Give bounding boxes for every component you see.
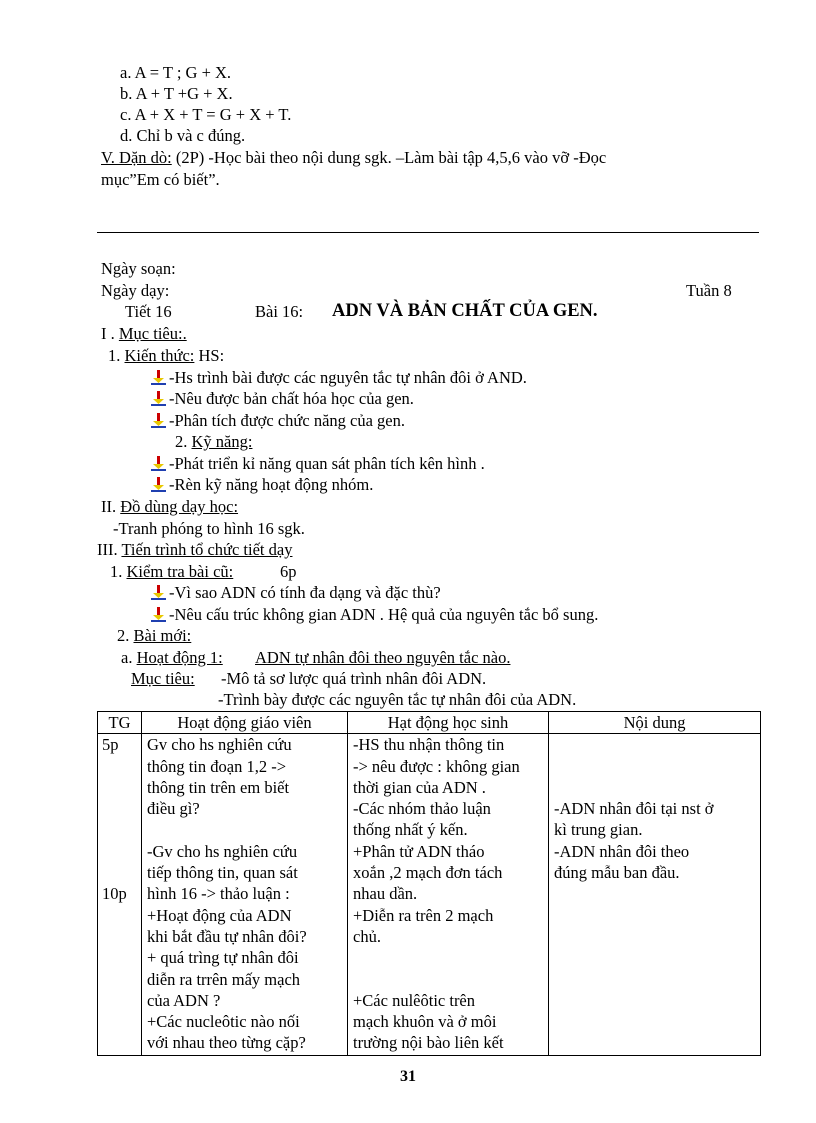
- check-item: [151, 583, 441, 604]
- tg-line: [102, 841, 136, 862]
- knowledge-tail: HS:: [194, 346, 225, 365]
- section-1-title: Mục tiêu:.: [118, 324, 187, 343]
- activity-heading: [121, 648, 223, 669]
- teacher-line: tiếp thông tin, quan sát: [147, 863, 298, 883]
- check-item-text: -Vì sao ADN có tính đa dạng và đặc thù?: [169, 583, 441, 602]
- page-number: 31: [400, 1068, 416, 1085]
- check-item-text: -Nêu cấu trúc không gian ADN . Hệ quả của nguyên tắc bổ sung.: [169, 605, 599, 624]
- header-tg: TG: [98, 712, 142, 734]
- header-teacher: Hoạt động giáo viên: [142, 712, 348, 734]
- skill-number: 2.: [175, 432, 192, 451]
- equipment-item: -Tranh phóng to hình 16 sgk.: [113, 519, 305, 538]
- option-a: a. A = T ; G + X.: [120, 63, 232, 82]
- student-line: [353, 969, 543, 990]
- lesson-number: Bài 16:: [255, 302, 304, 321]
- content-cell: [549, 734, 761, 1056]
- teacher-cell: [142, 734, 348, 1056]
- knowledge-heading: [108, 346, 224, 367]
- student-line: trường nội bào liên kết: [353, 1033, 504, 1053]
- student-line: thống nhất ý kến.: [353, 820, 468, 840]
- tg-line: [102, 819, 136, 840]
- skill-heading: [175, 432, 252, 453]
- ngay-day: Ngày dạy:: [101, 281, 170, 300]
- section-1-number: I .: [101, 324, 119, 343]
- activity-number: a.: [121, 648, 137, 667]
- content-line: [554, 777, 755, 798]
- header-student: Hạt động học sinh: [348, 712, 549, 734]
- knowledge-item: [151, 411, 405, 432]
- skill-item: [151, 454, 485, 475]
- lesson-table: [97, 711, 761, 1056]
- week-label: Tuần 8: [686, 281, 732, 300]
- content-line: -ADN nhân đôi theo: [554, 841, 690, 861]
- new-lesson-title: Bài mới:: [133, 626, 192, 645]
- knowledge-item: [151, 389, 414, 410]
- check-number: 1.: [110, 562, 127, 581]
- teacher-line: thông tin đoạn 1,2 ->: [147, 756, 287, 776]
- activity-title: ADN tự nhân đôi theo nguyên tắc nào.: [255, 648, 511, 667]
- arrow-bullet-icon: [151, 391, 166, 406]
- skill-item: [151, 475, 373, 496]
- teacher-line: + quá trìng tự nhân đôi: [147, 948, 299, 968]
- student-line: thời gian của ADN .: [353, 777, 486, 797]
- knowledge-title: Kiến thức:: [124, 346, 195, 365]
- goal-2: -Trình bày được các nguyên tắc tự nhân đôi của ADN.: [218, 690, 577, 709]
- arrow-bullet-icon: [151, 456, 166, 471]
- student-line: -Các nhóm thảo luận: [353, 799, 491, 819]
- goal-1: -Mô tả sơ lược quá trình nhân đôi ADN.: [221, 669, 487, 688]
- arrow-bullet-icon: [151, 477, 166, 492]
- knowledge-item-text: -Phân tích được chức năng của gen.: [169, 411, 405, 430]
- option-d: d. Chỉ b và c đúng.: [120, 126, 246, 145]
- table-row: [98, 734, 761, 1056]
- tg-line: [102, 862, 136, 883]
- skill-title: Kỹ năng:: [191, 432, 253, 451]
- arrow-bullet-icon: [151, 370, 166, 385]
- lesson-title: ADN VÀ BẢN CHẤT CỦA GEN.: [332, 301, 598, 321]
- new-lesson-number: 2.: [117, 626, 134, 645]
- skill-item-text: -Phát triển kỉ năng quan sát phân tích kên hình .: [169, 454, 485, 473]
- teacher-line: thông tin trên em biết: [147, 777, 290, 797]
- option-b: b. A + T +G + X.: [120, 84, 233, 103]
- tg-cell: [98, 734, 142, 1056]
- homework-label: V. Dặn dò:: [101, 148, 172, 167]
- ngay-soan: Ngày soạn:: [101, 259, 176, 278]
- teacher-line: hình 16 -> thảo luận :: [147, 884, 290, 904]
- teacher-line: điều gì?: [147, 799, 200, 819]
- section-3-title: Tiến trình tổ chức tiết dạy: [121, 540, 293, 559]
- header-content: Nội dung: [549, 712, 761, 734]
- option-c: c. A + X + T = G + X + T.: [120, 105, 292, 124]
- check-item: [151, 605, 598, 626]
- content-line: [554, 734, 755, 755]
- check-title: Kiểm tra bài cũ:: [126, 562, 234, 581]
- check-time: 6p: [280, 562, 297, 581]
- teacher-line: +Hoạt động của ADN: [147, 905, 292, 925]
- tg-line: 10p: [102, 884, 127, 904]
- student-line: +Các nulêôtic trên: [353, 990, 476, 1010]
- section-3-heading: [97, 540, 292, 561]
- student-line: mạch khuôn và ở môi: [353, 1012, 497, 1032]
- activity-label: Hoạt động 1:: [136, 648, 223, 667]
- teacher-line: +Các nucleôtic nào nối: [147, 1012, 300, 1032]
- homework-text: (2P) -Học bài theo nội dung sgk. –Làm bài tập 4,5,6 vào vỡ -Đọc: [171, 148, 607, 167]
- section-2-heading: [101, 497, 238, 518]
- knowledge-item: [151, 368, 527, 389]
- teacher-line: -Gv cho hs nghiên cứu: [147, 841, 298, 861]
- teacher-line: của ADN ?: [147, 990, 221, 1010]
- teacher-line: diễn ra trrên mấy mạch: [147, 969, 301, 989]
- teacher-line: [147, 819, 342, 840]
- skill-item-text: -Rèn kỹ năng hoạt động nhóm.: [169, 475, 374, 494]
- teacher-line: với nhau theo từng cặp?: [147, 1033, 306, 1053]
- knowledge-number: 1.: [108, 346, 125, 365]
- teacher-line: Gv cho hs nghiên cứu: [147, 735, 292, 755]
- tg-line: 5p: [102, 735, 119, 755]
- knowledge-item-text: -Hs trình bài được các nguyên tắc tự nhân đôi ở AND.: [169, 368, 527, 387]
- student-line: +Diễn ra trên 2 mạch: [353, 905, 494, 925]
- tg-line: [102, 798, 136, 819]
- section-1-heading: [101, 324, 187, 345]
- new-lesson-heading: [117, 626, 191, 647]
- tg-line: [102, 756, 136, 777]
- knowledge-item-text: -Nêu được bản chất hóa học của gen.: [169, 389, 414, 408]
- section-3-number: III.: [97, 540, 122, 559]
- student-line: nhau dần.: [353, 884, 418, 904]
- student-line: xoắn ,2 mạch đơn tách: [353, 863, 503, 883]
- content-line: kì trung gian.: [554, 820, 643, 840]
- student-line: [353, 947, 543, 968]
- section-divider: [97, 232, 759, 233]
- homework-line-2: mục”Em có biết”.: [101, 170, 220, 189]
- student-line: chủ.: [353, 926, 381, 946]
- period-label: Tiết 16: [125, 302, 172, 321]
- arrow-bullet-icon: [151, 413, 166, 428]
- tg-line: [102, 777, 136, 798]
- section-2-title: Đồ dùng dạy học:: [120, 497, 239, 516]
- arrow-bullet-icon: [151, 585, 166, 600]
- content-line: -ADN nhân đôi tại nst ở: [554, 799, 714, 819]
- section-2-number: II.: [101, 497, 121, 516]
- content-line: [554, 756, 755, 777]
- student-line: +Phân tử ADN tháo: [353, 841, 485, 861]
- teacher-line: khi bắt đầu tự nhân đôi?: [147, 926, 307, 946]
- student-cell: [348, 734, 549, 1056]
- content-line: đúng mẫu ban đầu.: [554, 863, 680, 883]
- student-line: -> nêu được : không gian: [353, 756, 520, 776]
- arrow-bullet-icon: [151, 607, 166, 622]
- table-header-row: [98, 712, 761, 734]
- homework-line-1: [101, 148, 606, 169]
- goal-label: Mục tiêu:: [131, 669, 195, 688]
- check-heading: [110, 562, 233, 583]
- student-line: -HS thu nhận thông tin: [353, 735, 505, 755]
